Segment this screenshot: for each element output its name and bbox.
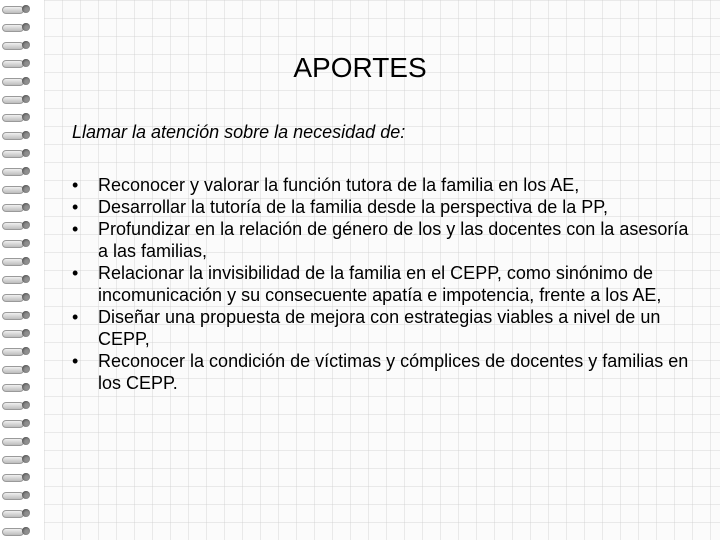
binding-hole: [22, 347, 30, 355]
binding-hole: [22, 185, 30, 193]
bullet-icon: •: [72, 307, 79, 327]
binding-hole: [22, 311, 30, 319]
spiral-ring: [2, 96, 24, 104]
list-item: [72, 350, 692, 394]
binding-hole: [22, 167, 30, 175]
list-item-text: Profundizar en la relación de género de los y las docentes con la asesoría a las familias,: [98, 219, 689, 261]
binding-hole: [22, 41, 30, 49]
binding-hole: [22, 5, 30, 13]
spiral-ring: [2, 474, 24, 482]
spiral-ring: [2, 384, 24, 392]
binding-hole: [22, 221, 30, 229]
list-item: [72, 306, 692, 350]
spiral-ring: [2, 330, 24, 338]
binding-hole: [22, 131, 30, 139]
spiral-ring: [2, 438, 24, 446]
spiral-ring: [2, 276, 24, 284]
binding-hole: [22, 437, 30, 445]
spiral-ring: [2, 168, 24, 176]
spiral-ring: [2, 420, 24, 428]
spiral-ring: [2, 492, 24, 500]
list-item-text: Reconocer la condición de víctimas y cómplices de docentes y familias en los CEPP.: [98, 351, 689, 393]
spiral-ring: [2, 6, 24, 14]
spiral-ring: [2, 114, 24, 122]
list-item-text: Relacionar la invisibilidad de la familia en el CEPP, como sinónimo de incomunicación y su consecuente apatía e impotencia, frente a los AE,: [98, 263, 662, 305]
spiral-ring: [2, 312, 24, 320]
list-item: [72, 196, 692, 218]
spiral-ring: [2, 42, 24, 50]
intro-text: Llamar la atención sobre la necesidad de:: [72, 122, 406, 142]
list-item: [72, 218, 692, 262]
binding-hole: [22, 419, 30, 427]
binding-hole: [22, 23, 30, 31]
spiral-ring: [2, 348, 24, 356]
spiral-ring: [2, 510, 24, 518]
binding-hole: [22, 527, 30, 535]
bullet-icon: •: [72, 219, 79, 239]
binding-hole: [22, 113, 30, 121]
binding-hole: [22, 401, 30, 409]
spiral-ring: [2, 366, 24, 374]
spiral-ring: [2, 258, 24, 266]
binding-hole: [22, 455, 30, 463]
binding-hole: [22, 473, 30, 481]
list-item: [72, 174, 692, 196]
list-item-text: Reconocer y valorar la función tutora de la familia en los AE,: [98, 175, 580, 195]
binding-hole: [22, 239, 30, 247]
spiral-ring: [2, 24, 24, 32]
binding-hole: [22, 383, 30, 391]
bullet-icon: •: [72, 263, 79, 283]
spiral-ring: [2, 222, 24, 230]
bullet-icon: •: [72, 351, 79, 371]
list-item-text: Diseñar una propuesta de mejora con estrategias viables a nivel de un CEPP,: [98, 307, 661, 349]
binding-hole: [22, 365, 30, 373]
spiral-ring: [2, 204, 24, 212]
spiral-ring: [2, 240, 24, 248]
slide-title: [0, 52, 720, 84]
binding-hole: [22, 95, 30, 103]
bullet-icon: •: [72, 175, 79, 195]
bullet-icon: •: [72, 197, 79, 217]
binding-hole: [22, 293, 30, 301]
bullet-list: [72, 174, 692, 394]
spiral-ring: [2, 132, 24, 140]
slide-title-text: APORTES: [293, 52, 427, 83]
spiral-ring: [2, 150, 24, 158]
spiral-ring: [2, 186, 24, 194]
binding-hole: [22, 149, 30, 157]
list-item-text: Desarrollar la tutoría de la familia desde la perspectiva de la PP,: [98, 197, 608, 217]
spiral-ring: [2, 528, 24, 536]
binding-hole: [22, 275, 30, 283]
binding-hole: [22, 203, 30, 211]
binding-hole: [22, 491, 30, 499]
spiral-ring: [2, 456, 24, 464]
binding-hole: [22, 257, 30, 265]
binding-hole: [22, 329, 30, 337]
binding-hole: [22, 509, 30, 517]
spiral-ring: [2, 402, 24, 410]
list-item: [72, 262, 692, 306]
spiral-ring: [2, 294, 24, 302]
